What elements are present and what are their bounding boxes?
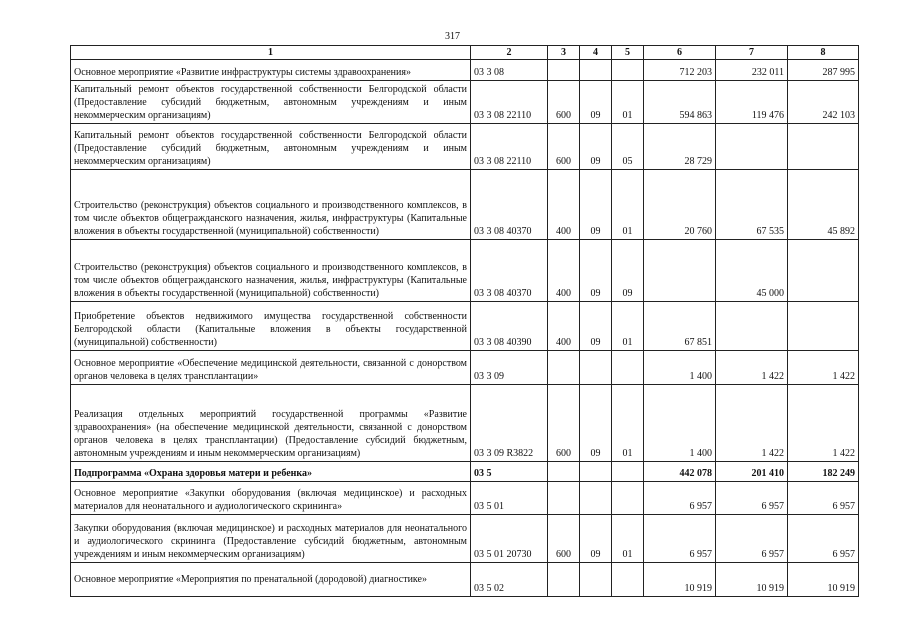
row-col3: 600 bbox=[548, 385, 580, 462]
page-number: 317 bbox=[445, 31, 460, 42]
row-col6: 442 078 bbox=[644, 462, 716, 482]
row-code: 03 3 08 40370 bbox=[471, 170, 548, 240]
row-col7: 6 957 bbox=[716, 515, 788, 563]
row-col7: 45 000 bbox=[716, 240, 788, 302]
row-col6: 712 203 bbox=[644, 60, 716, 81]
row-col5 bbox=[612, 482, 644, 515]
row-name: Приобретение объектов недвижимого имущества государственной собственности Белгородской области (Капитальные вложения в объекты государственной (муниципальной) собственности) bbox=[71, 302, 471, 351]
row-col4 bbox=[580, 563, 612, 597]
row-col3: 400 bbox=[548, 170, 580, 240]
row-col6: 67 851 bbox=[644, 302, 716, 351]
row-col6: 20 760 bbox=[644, 170, 716, 240]
row-col6: 28 729 bbox=[644, 124, 716, 170]
row-code: 03 3 09 R3822 bbox=[471, 385, 548, 462]
header-cell: 7 bbox=[716, 46, 788, 60]
table-row bbox=[71, 240, 859, 302]
row-col5 bbox=[612, 462, 644, 482]
row-col8: 182 249 bbox=[788, 462, 859, 482]
row-col5: 01 bbox=[612, 170, 644, 240]
table-row bbox=[71, 515, 859, 563]
row-col4: 09 bbox=[580, 385, 612, 462]
row-col8 bbox=[788, 302, 859, 351]
row-col3 bbox=[548, 563, 580, 597]
table-row bbox=[71, 351, 859, 385]
row-col4: 09 bbox=[580, 515, 612, 563]
row-col5: 01 bbox=[612, 515, 644, 563]
row-col8: 1 422 bbox=[788, 351, 859, 385]
row-col4: 09 bbox=[580, 302, 612, 351]
row-name: Строительство (реконструкция) объектов социального и производственного комплексов, в том числе объектов общегражданского назначения, жилья, инфраструктуры (Капитальные вложения в объекты государственной (муниципальной) собственности) bbox=[71, 170, 471, 240]
header-cell: 4 bbox=[580, 46, 612, 60]
row-col6: 594 863 bbox=[644, 81, 716, 124]
row-col4 bbox=[580, 351, 612, 385]
row-col4: 09 bbox=[580, 240, 612, 302]
row-col4: 09 bbox=[580, 124, 612, 170]
row-col4 bbox=[580, 60, 612, 81]
row-col4: 09 bbox=[580, 81, 612, 124]
row-name: Закупки оборудования (включая медицинское) и расходных материалов для неонатального и аудиологического скрининга (Предоставление субсидий бюджетным, автономным учреждениям и иным некоммерческим организациям) bbox=[71, 515, 471, 563]
row-col4: 09 bbox=[580, 170, 612, 240]
row-code: 03 3 08 22110 bbox=[471, 81, 548, 124]
header-row bbox=[71, 46, 859, 60]
row-code: 03 5 01 20730 bbox=[471, 515, 548, 563]
row-col6: 10 919 bbox=[644, 563, 716, 597]
table-row bbox=[71, 482, 859, 515]
row-col3: 400 bbox=[548, 302, 580, 351]
row-col3: 400 bbox=[548, 240, 580, 302]
row-col3: 600 bbox=[548, 515, 580, 563]
header-cell: 6 bbox=[644, 46, 716, 60]
row-col7: 6 957 bbox=[716, 482, 788, 515]
row-col4 bbox=[580, 462, 612, 482]
row-col4 bbox=[580, 482, 612, 515]
row-col5 bbox=[612, 351, 644, 385]
row-code: 03 5 bbox=[471, 462, 548, 482]
row-col8: 10 919 bbox=[788, 563, 859, 597]
row-col6: 1 400 bbox=[644, 385, 716, 462]
budget-table bbox=[70, 45, 859, 597]
row-col3: 600 bbox=[548, 124, 580, 170]
table-row bbox=[71, 563, 859, 597]
row-col8: 6 957 bbox=[788, 482, 859, 515]
row-name: Строительство (реконструкция) объектов социального и производственного комплексов, в том числе объектов общегражданского назначения, жилья, инфраструктуры (Капитальные вложения в объекты государственной (муниципальной) собственности) bbox=[71, 240, 471, 302]
row-col8 bbox=[788, 124, 859, 170]
row-col3 bbox=[548, 351, 580, 385]
row-col5: 01 bbox=[612, 302, 644, 351]
row-col7: 1 422 bbox=[716, 351, 788, 385]
row-col8: 6 957 bbox=[788, 515, 859, 563]
row-col6: 6 957 bbox=[644, 482, 716, 515]
table-row bbox=[71, 302, 859, 351]
row-col6 bbox=[644, 240, 716, 302]
row-name: Основное мероприятие «Мероприятия по пренатальной (дородовой) диагностике» bbox=[71, 563, 471, 597]
row-code: 03 3 08 bbox=[471, 60, 548, 81]
row-col7: 67 535 bbox=[716, 170, 788, 240]
header-cell: 2 bbox=[471, 46, 548, 60]
row-col8: 242 103 bbox=[788, 81, 859, 124]
table-row bbox=[71, 60, 859, 81]
header-cell: 3 bbox=[548, 46, 580, 60]
row-col3 bbox=[548, 60, 580, 81]
table-row bbox=[71, 385, 859, 462]
row-col5: 05 bbox=[612, 124, 644, 170]
table-row bbox=[71, 81, 859, 124]
row-name: Капитальный ремонт объектов государственной собственности Белгородской области (Предоставление субсидий бюджетным, автономным учреждениям и иным некоммерческим организациям) bbox=[71, 81, 471, 124]
row-col3: 600 bbox=[548, 81, 580, 124]
row-col7: 10 919 bbox=[716, 563, 788, 597]
table-row bbox=[71, 170, 859, 240]
row-code: 03 3 08 40370 bbox=[471, 240, 548, 302]
row-col5 bbox=[612, 60, 644, 81]
row-col5 bbox=[612, 563, 644, 597]
row-code: 03 3 08 40390 bbox=[471, 302, 548, 351]
row-col5: 09 bbox=[612, 240, 644, 302]
header-cell: 1 bbox=[71, 46, 471, 60]
row-col5: 01 bbox=[612, 81, 644, 124]
row-col7 bbox=[716, 124, 788, 170]
row-name: Основное мероприятие «Развитие инфраструктуры системы здравоохранения» bbox=[71, 60, 471, 81]
row-col3 bbox=[548, 462, 580, 482]
row-col8: 45 892 bbox=[788, 170, 859, 240]
table-row bbox=[71, 462, 859, 482]
row-name: Подпрограмма «Охрана здоровья матери и ребенка» bbox=[71, 462, 471, 482]
row-col6: 6 957 bbox=[644, 515, 716, 563]
row-code: 03 3 08 22110 bbox=[471, 124, 548, 170]
row-col8: 287 995 bbox=[788, 60, 859, 81]
row-col7: 119 476 bbox=[716, 81, 788, 124]
row-name: Капитальный ремонт объектов государственной собственности Белгородской области (Предоставление субсидий бюджетным, автономным учреждениям и иным некоммерческим организациям) bbox=[71, 124, 471, 170]
table-row bbox=[71, 124, 859, 170]
row-col6: 1 400 bbox=[644, 351, 716, 385]
row-name: Основное мероприятие «Обеспечение медицинской деятельности, связанной с донорством органов человека в целях трансплантации» bbox=[71, 351, 471, 385]
row-col7: 232 011 bbox=[716, 60, 788, 81]
row-col3 bbox=[548, 482, 580, 515]
row-name: Реализация отдельных мероприятий государственной программы «Развитие здравоохранения» (на обеспечение медицинской деятельности, связанной с донорством органов человека в целях трансплантации) (Предоставление субсидий бюджетным, автономным учреждениям и иным некоммерческим организациям) bbox=[71, 385, 471, 462]
row-name: Основное мероприятие «Закупки оборудования (включая медицинское) и расходных материалов для неонатального и аудиологического скрининга» bbox=[71, 482, 471, 515]
row-code: 03 3 09 bbox=[471, 351, 548, 385]
row-col8 bbox=[788, 240, 859, 302]
header-cell: 8 bbox=[788, 46, 859, 60]
row-code: 03 5 01 bbox=[471, 482, 548, 515]
row-col7: 1 422 bbox=[716, 385, 788, 462]
row-col8: 1 422 bbox=[788, 385, 859, 462]
header-cell: 5 bbox=[612, 46, 644, 60]
row-col7 bbox=[716, 302, 788, 351]
row-col7: 201 410 bbox=[716, 462, 788, 482]
row-code: 03 5 02 bbox=[471, 563, 548, 597]
row-col5: 01 bbox=[612, 385, 644, 462]
